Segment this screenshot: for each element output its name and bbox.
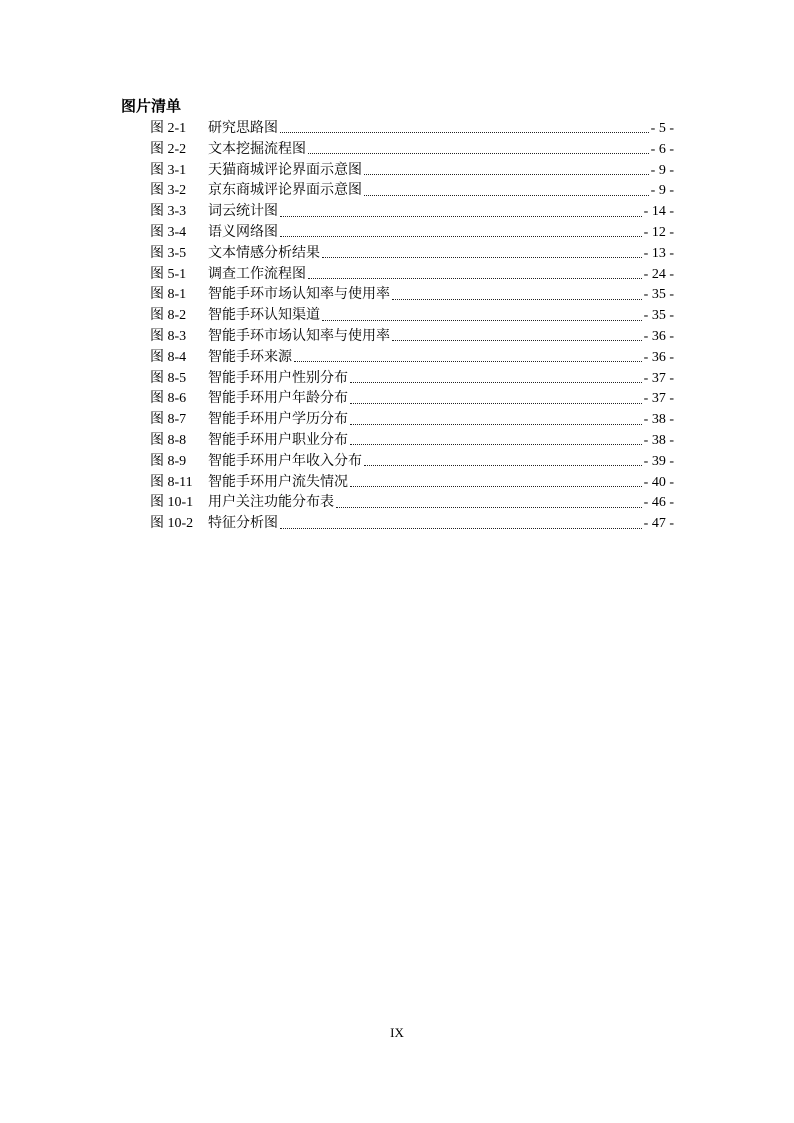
toc-entry[interactable] [150,388,674,409]
dot-leader [364,464,642,466]
figure-page: - 37 - [643,370,674,386]
figure-label: 图 2-1 [150,121,187,136]
figure-page: - 38 - [643,432,674,448]
figure-label: 图 10-2 [150,516,194,532]
figure-page: - 35 - [643,308,674,324]
figure-page: - 38 - [643,412,674,428]
figure-page: - 40 - [643,474,674,490]
figure-page: - 5 - [650,121,674,136]
figure-label: 图 5-1 [150,266,187,282]
toc-entry[interactable] [150,326,674,347]
dot-leader [364,173,649,175]
dot-leader [280,131,649,133]
dot-leader [294,360,642,362]
figure-title: 文本挖掘流程图 [208,140,306,157]
toc-entry[interactable] [150,305,674,326]
figure-label: 图 8-2 [150,308,187,324]
figure-page: - 24 - [643,266,674,282]
figure-page: - 47 - [643,516,674,532]
figure-title: 智能手环认知渠道 [208,307,320,324]
figure-page: - 6 - [650,141,674,157]
figure-title: 智能手环市场认知率与使用率 [208,327,390,344]
figure-page: - 9 - [650,162,674,178]
figure-title: 研究思路图 [208,120,278,136]
figure-label: 图 8-5 [150,370,187,386]
figure-label: 图 8-1 [150,287,187,303]
figure-label: 图 8-11 [150,474,193,490]
toc-entry[interactable] [150,139,674,160]
toc-entry[interactable] [150,160,674,181]
toc-entry[interactable] [150,201,674,222]
toc-entry[interactable] [150,492,674,513]
toc-entry[interactable] [150,513,674,534]
toc-entry[interactable] [150,243,674,264]
figure-title: 特征分析图 [208,515,278,532]
dot-leader [308,277,642,279]
dot-leader [364,194,649,196]
figure-title: 语义网络图 [208,223,278,240]
figure-label: 图 3-4 [150,224,187,240]
toc-entry[interactable] [150,430,674,451]
figure-title: 词云统计图 [208,203,278,220]
figure-label: 图 8-7 [150,412,187,428]
figure-label: 图 8-4 [150,349,187,365]
figure-title: 智能手环市场认知率与使用率 [208,286,390,303]
toc-entry[interactable] [150,180,674,201]
figure-page: - 46 - [643,495,674,511]
figure-label: 图 3-2 [150,183,187,199]
figure-label: 图 3-1 [150,162,187,178]
figure-label: 图 3-3 [150,204,187,220]
figure-title: 用户关注功能分布表 [208,494,334,511]
figure-title: 调查工作流程图 [208,265,306,282]
figure-title: 智能手环用户性别分布 [208,369,348,386]
dot-leader [350,423,642,425]
figure-title: 天猫商城评论界面示意图 [208,161,362,178]
figure-page: - 9 - [650,183,674,199]
figure-title: 智能手环用户年龄分布 [208,390,348,407]
figure-title: 智能手环用户流失情况 [208,473,348,490]
figure-label: 图 8-3 [150,328,187,344]
toc-entry[interactable] [150,118,674,139]
toc-entry[interactable] [150,264,674,285]
dot-leader [392,339,642,341]
toc-entry[interactable] [150,368,674,389]
dot-leader [280,215,642,217]
figure-list [150,118,674,534]
toc-heading: 图片清单 [121,97,182,115]
figure-title: 文本情感分析结果 [208,244,320,261]
toc-entry[interactable] [150,222,674,243]
figure-title: 智能手环用户年收入分布 [208,452,362,469]
toc-entry[interactable] [150,472,674,493]
dot-leader [350,381,642,383]
figure-page: - 35 - [643,287,674,303]
dot-leader [392,298,642,300]
figure-label: 图 8-8 [150,432,187,448]
dot-leader [322,256,642,258]
figure-page: - 36 - [643,328,674,344]
dot-leader [280,527,642,529]
dot-leader [350,402,642,404]
figure-label: 图 8-9 [150,453,187,469]
dot-leader [350,485,642,487]
dot-leader [280,235,642,237]
dot-leader [322,319,642,321]
figure-title: 智能手环用户职业分布 [208,431,348,448]
figure-page: - 14 - [643,204,674,220]
toc-entry[interactable] [150,284,674,305]
figure-title: 智能手环来源 [208,348,292,365]
toc-entry[interactable] [150,347,674,368]
figure-page: - 37 - [643,391,674,407]
figure-label: 图 8-6 [150,391,187,407]
toc-entry[interactable] [150,409,674,430]
page-number: IX [390,1025,404,1040]
figure-label: 图 3-5 [150,245,187,261]
figure-label: 图 10-1 [150,495,194,511]
dot-leader [308,152,649,154]
figure-page: - 36 - [643,349,674,365]
dot-leader [336,506,642,508]
figure-title: 京东商城评论界面示意图 [208,182,362,199]
figure-title: 智能手环用户学历分布 [208,411,348,428]
toc-entry[interactable] [150,451,674,472]
figure-page: - 13 - [643,245,674,261]
figure-label: 图 2-2 [150,141,187,157]
dot-leader [350,443,642,445]
figure-page: - 12 - [643,224,674,240]
figure-page: - 39 - [643,453,674,469]
